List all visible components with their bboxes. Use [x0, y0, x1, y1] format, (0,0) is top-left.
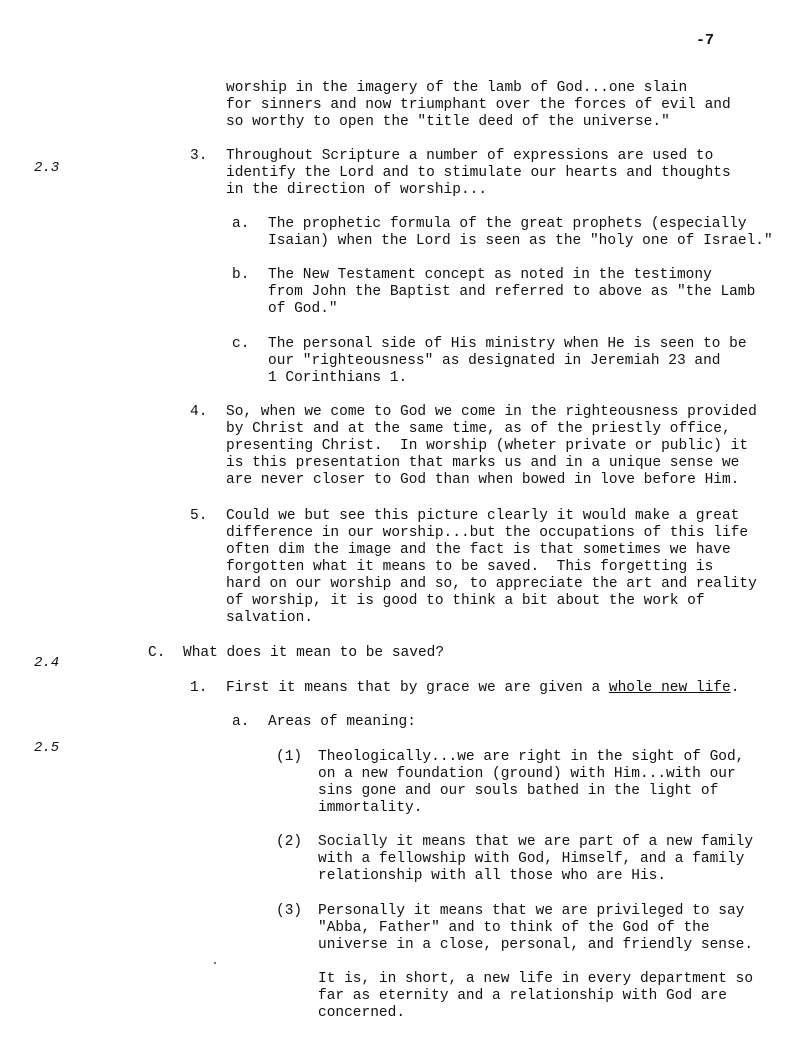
page-number: -7 — [696, 32, 715, 49]
numbered-marker: (3) — [276, 903, 303, 919]
subitem-text: Areas of meaning: — [268, 714, 416, 730]
closing-paragraph: It is, in short, a new life in every department so far as eternity and a relationship with God are concerned. — [318, 971, 754, 1021]
item-marker: 4. — [190, 404, 208, 420]
item-text: Could we but see this picture clearly it would make a great difference in our worship...but the occupations of this life often dim the image and the fact is that sometimes we have forgotten what it means to be saved. This forgetting is hard on our worship and so, to appreciate the art and reality of worship, it is good to think a bit about the work of salvation. — [226, 508, 757, 626]
subitem-marker: a. — [232, 216, 250, 232]
subitem-text: The personal side of His ministry when He is seen to be our "righteousness" as designated in Jeremiah 23 and 1 Corinthians 1. — [268, 336, 747, 386]
margin-note: 2.3 — [34, 160, 60, 176]
stray-mark — [214, 962, 216, 964]
section-heading: What does it mean to be saved? — [183, 645, 445, 661]
numbered-text: Personally it means that we are privileged to say "Abba, Father" and to think of the God of the universe in a close, personal, and friendly sense. — [318, 903, 754, 953]
numbered-text: Socially it means that we are part of a new family with a fellowship with God, Himself, and a family relationship with all those who are His. — [318, 834, 754, 884]
subitem-marker: c. — [232, 336, 250, 352]
item-text: So, when we come to God we come in the righteousness provided by Christ and at the same time, as of the priestly office, presenting Christ. In worship (wheter private or public) it is this presentation that marks us and in a unique sense we are never closer to God than when bowed in love before Him. — [226, 404, 757, 488]
numbered-marker: (2) — [276, 834, 303, 850]
subitem-marker: a. — [232, 714, 250, 730]
margin-note: 2.4 — [34, 655, 60, 671]
section-marker: C. — [148, 645, 166, 661]
item-marker: 5. — [190, 508, 208, 524]
subitem-marker: b. — [232, 267, 250, 283]
underlined-phrase: whole new life — [608, 680, 731, 696]
margin-note: 2.5 — [34, 740, 60, 756]
numbered-marker: (1) — [276, 749, 303, 765]
item-text: First it means that by grace we are given a whole new life. — [226, 680, 740, 696]
subitem-text: The prophetic formula of the great prophets (especially Isaian) when the Lord is seen as the "holy one of Israel." — [268, 216, 773, 249]
item-text: Throughout Scripture a number of expressions are used to identify the Lord and to stimulate our hearts and thoughts in the direction of worship... — [226, 148, 731, 198]
item-marker: 1. — [190, 680, 208, 696]
numbered-text: Theologically...we are right in the sight of God, on a new foundation (ground) with Him...with our sins gone and our souls bathed in the light of immortality. — [318, 749, 745, 816]
subitem-text: The New Testament concept as noted in the testimony from John the Baptist and referred to above as "the Lamb of God." — [268, 267, 756, 317]
item-marker: 3. — [190, 148, 208, 164]
continuation-paragraph: worship in the imagery of the lamb of God...one slain for sinners and now triumphant over the forces of evil and so worthy to open the "title deed of the universe." — [226, 80, 731, 130]
